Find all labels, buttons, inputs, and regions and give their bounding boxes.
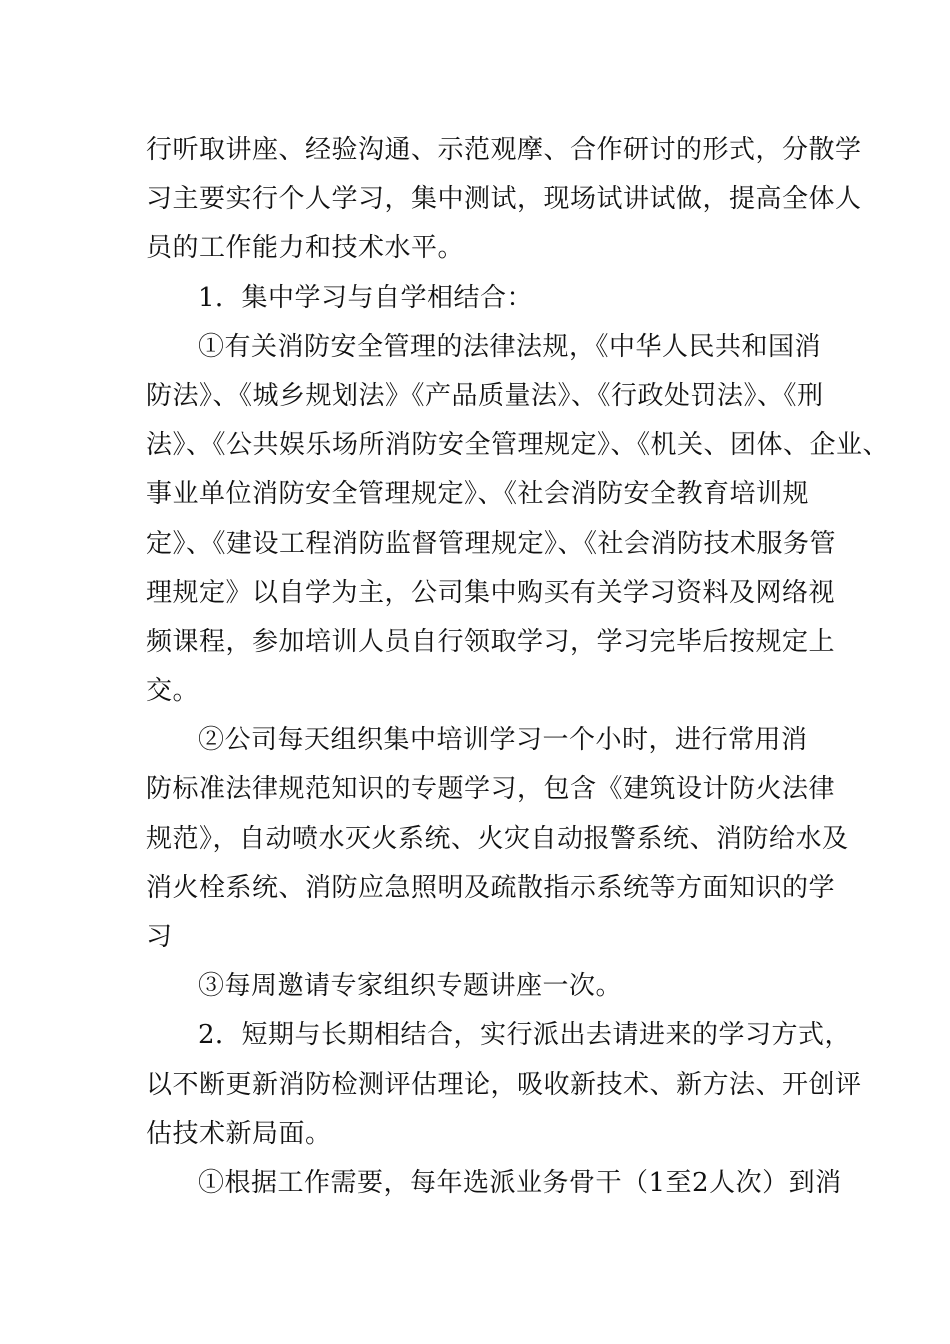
text-line: ①根据工作需要，每年选派业务骨干（1至2人次）到消 xyxy=(198,1167,842,1198)
text-line: 防标准法律规范知识的专题学习，包含《建筑设计防火法律 xyxy=(146,774,836,805)
text-line: ③每周邀请专家组织专题讲座一次。 xyxy=(198,971,623,1002)
text-line: 交。 xyxy=(146,676,200,707)
section-heading-1: 1．集中学习与自学相结合： xyxy=(198,282,534,313)
text-line: 理规定》以自学为主，公司集中购买有关学习资料及网络视 xyxy=(146,577,836,608)
document-body xyxy=(146,126,890,1208)
text-line: 习 xyxy=(146,922,173,952)
text-line: 定》、《建设工程消防监督管理规定》、《社会消防技术服务管 xyxy=(146,528,837,559)
text-line: 估技术新局面。 xyxy=(146,1118,332,1149)
text-line: 防法》、《城乡规划法》《产品质量法》、《行政处罚法》、《刑 xyxy=(146,380,824,411)
text-line: 习主要实行个人学习，集中测试，现场试讲试做，提高全体人 xyxy=(146,184,862,215)
text-line: 以不断更新消防检测评估理论，吸收新技术、新方法、开创评 xyxy=(146,1069,862,1100)
text-line: ①有关消防安全管理的法律法规，《中华人民共和国消 xyxy=(198,331,822,362)
text-line: ②公司每天组织集中培训学习一个小时，进行常用消 xyxy=(198,725,808,756)
text-line: 频课程，参加培训人员自行领取学习，学习完毕后按规定上 xyxy=(146,626,836,657)
section-heading-2: 2．短期与长期相结合，实行派出去请进来的学习方式， xyxy=(198,1020,852,1051)
text-line: 事业单位消防安全管理规定》、《社会消防安全教育培训规 xyxy=(146,479,810,510)
text-line: 员的工作能力和技术水平。 xyxy=(146,233,465,264)
text-line: 消火栓系统、消防应急照明及疏散指示系统等方面知识的学 xyxy=(146,872,836,903)
text-line: 规范》，自动喷水灭火系统、火灾自动报警系统、消防给水及 xyxy=(146,823,849,854)
text-line: 法》、《公共娱乐场所消防安全管理规定》、《机关、团体、企业、 xyxy=(146,430,890,461)
text-line: 行听取讲座、经验沟通、示范观摩、合作研讨的形式，分散学 xyxy=(146,135,862,165)
